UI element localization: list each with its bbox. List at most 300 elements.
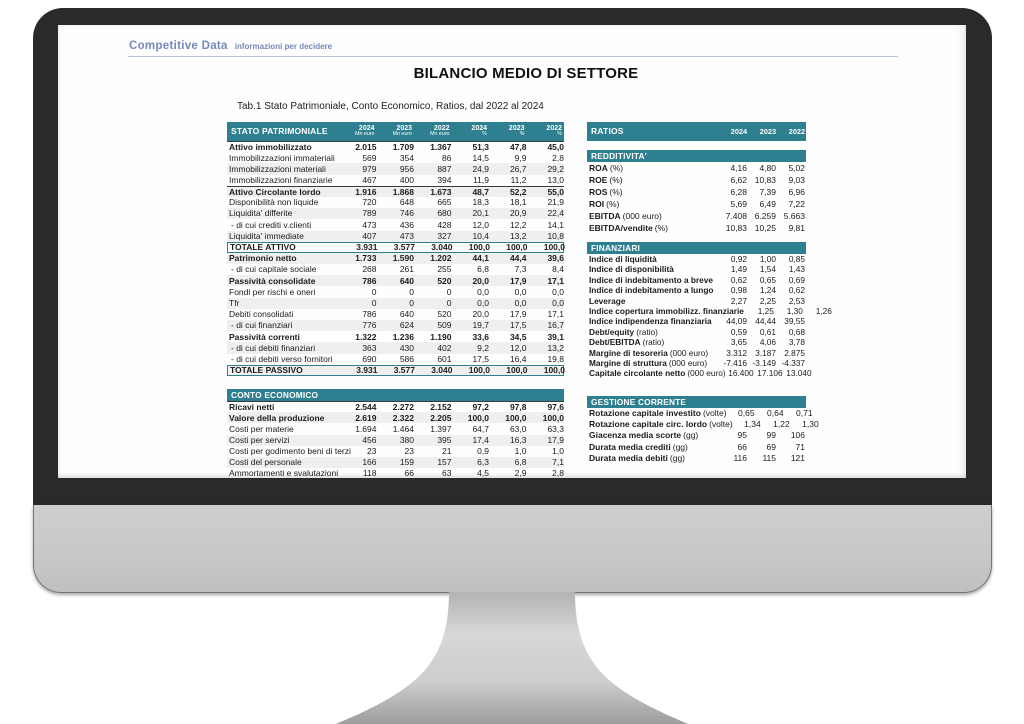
cell-value: 23	[404, 446, 414, 457]
ratio-name: Rotazione capitale investito	[589, 408, 701, 419]
row-label: - di cui finanziari	[231, 320, 293, 331]
cell-value: 95	[737, 430, 747, 441]
cell-value: 1.709	[392, 141, 414, 152]
cell-value: 956	[399, 163, 414, 174]
table-row	[587, 254, 806, 264]
row-label	[587, 188, 719, 197]
brand-name: Competitive Data	[129, 40, 228, 52]
cell-value: 71	[795, 441, 805, 452]
cell-value: 363	[362, 342, 377, 353]
column-year: 2024	[471, 125, 487, 133]
table-row	[227, 342, 564, 353]
cell-value: 17.106	[757, 368, 783, 379]
row-label: Passività correnti	[229, 331, 300, 342]
cell-value: 44,4	[509, 253, 527, 264]
cell-value: 0,71	[796, 408, 813, 419]
row-label: Costi per godimento beni di terzi	[229, 446, 351, 457]
cell-value: 509	[437, 320, 452, 331]
cell-value: 26,7	[509, 163, 527, 174]
table-row	[227, 242, 564, 253]
table-row	[587, 327, 806, 337]
cell-value: 10,25	[754, 222, 776, 233]
cell-value: 157	[437, 457, 452, 468]
cell-value: 1,22	[773, 419, 790, 430]
row-label	[587, 359, 719, 367]
cell-value: 786	[362, 275, 377, 286]
row-label	[587, 409, 727, 418]
ratio-unit: (000 euro)	[687, 368, 726, 379]
cell-value: 1,34	[744, 419, 761, 430]
table-row	[227, 423, 564, 434]
cell-value: 1.367	[430, 141, 452, 152]
row-label: Immobilizzazioni immateriali	[229, 152, 335, 163]
cell-value: 1.868	[392, 186, 414, 197]
cell-value: 6,8	[514, 457, 527, 468]
table-row	[227, 253, 564, 264]
row-label: Ammortamenti e svalutazioni	[229, 468, 339, 478]
section-title: FINANZIARI	[591, 242, 641, 253]
cell-value: 100,0	[468, 242, 490, 253]
cell-value: 0	[371, 297, 377, 308]
cell-value: 13,2	[547, 342, 564, 353]
row-label	[587, 420, 733, 429]
cell-value: 473	[362, 219, 377, 230]
cell-value: 100,0	[543, 365, 565, 376]
cell-value: 97,6	[547, 401, 564, 412]
cell-value: 3,78	[788, 337, 805, 348]
cell-value: 17,9	[547, 434, 564, 445]
cell-value: 5,69	[730, 198, 747, 209]
cell-value: -3.149	[752, 357, 776, 368]
row-label: Costi del personale	[229, 457, 302, 468]
cell-value: 467	[362, 174, 377, 185]
ratio-name: Giacenza media scorte	[589, 430, 682, 441]
cell-value: 23	[367, 446, 377, 457]
cell-value: 21,9	[547, 197, 564, 208]
cell-value: 12,0	[509, 342, 527, 353]
cell-value: 1,0	[514, 446, 527, 457]
cell-value: 1.733	[355, 253, 377, 264]
table-row	[227, 175, 564, 186]
cell-value: 436	[399, 219, 414, 230]
cell-value: 520	[437, 309, 452, 320]
cell-value: 0,69	[788, 274, 805, 285]
table-row	[227, 331, 564, 342]
cell-value: 63	[442, 468, 452, 478]
section-header	[587, 150, 806, 162]
ratio-unit: (volte)	[702, 408, 727, 419]
cell-value: -4.337	[781, 357, 805, 368]
cell-value: 13,0	[547, 174, 564, 185]
cell-value: 1,49	[730, 264, 747, 275]
cell-value: 2.619	[355, 412, 377, 423]
cell-value: 10,8	[547, 230, 564, 241]
ratio-name: EBITDA/vendite	[589, 222, 653, 233]
cell-value: 6,96	[788, 186, 805, 197]
row-label: Costi per servizi	[229, 434, 290, 445]
cell-value: 0	[371, 286, 377, 297]
cell-value: 19,8	[547, 353, 564, 364]
cell-value: 0,0	[477, 297, 489, 308]
table-row	[227, 231, 564, 242]
cell-value: 19,7	[472, 320, 489, 331]
cell-value: 13,2	[509, 230, 527, 241]
cell-value: 97,8	[509, 401, 527, 412]
cell-value: 3.577	[393, 242, 415, 253]
table-row	[587, 222, 806, 234]
ratio-name: Durata media crediti	[589, 441, 671, 452]
cell-value: 17,5	[509, 320, 527, 331]
row-label	[587, 164, 719, 173]
ratio-name: Indice di indebitamento a breve	[589, 274, 714, 285]
cell-value: 0,0	[552, 286, 564, 297]
cell-value: 2,8	[552, 152, 564, 163]
row-label: - di cui crediti v.clienti	[231, 219, 312, 230]
cell-value: 569	[362, 152, 377, 163]
cell-value: 5,02	[788, 162, 805, 173]
column-year: 2023	[508, 125, 525, 133]
cell-value: 1.236	[392, 331, 414, 342]
cell-value: 64,7	[472, 423, 489, 434]
table-body	[227, 141, 564, 376]
stand-neck	[336, 592, 688, 724]
cell-value: 2,25	[759, 295, 776, 306]
cell-value: 100,0	[506, 242, 528, 253]
header-rule	[128, 56, 898, 57]
cell-value: 115	[762, 452, 776, 463]
cell-value: 34,5	[509, 331, 527, 342]
cell-value: 7,39	[759, 186, 776, 197]
cell-value: 0,85	[788, 254, 805, 265]
cell-value: 395	[437, 434, 452, 445]
row-label	[587, 443, 719, 452]
table-row	[227, 152, 564, 163]
cell-value: 6,62	[730, 174, 747, 185]
cell-value: 20,0	[472, 309, 489, 320]
row-label	[587, 286, 719, 294]
cell-value: 2.015	[355, 141, 377, 152]
row-label	[587, 276, 719, 284]
row-label: Costi per materie	[229, 423, 294, 434]
cell-value: 776	[362, 320, 377, 331]
cell-value: 16,7	[547, 320, 564, 331]
cell-value: 100,0	[542, 412, 564, 423]
cell-value: 44,09	[726, 316, 747, 327]
column-unit: %	[557, 131, 562, 138]
cell-value: 680	[437, 208, 452, 219]
row-label	[587, 454, 719, 463]
cell-value: 0	[409, 297, 414, 308]
cell-value: 17,9	[509, 275, 527, 286]
cell-value: 17,1	[547, 275, 564, 286]
ratio-name: Capitale circolante netto	[589, 368, 686, 379]
cell-value: 10,4	[472, 230, 489, 241]
ratio-name: ROE	[589, 174, 608, 185]
cell-value: 13.040	[786, 368, 812, 379]
ratio-name: ROI	[589, 198, 605, 209]
ratio-unit: (000 euro)	[669, 347, 709, 358]
row-label: Immobilizzazioni materiali	[229, 163, 326, 174]
section-header	[587, 242, 806, 254]
cell-value: 3.040	[431, 365, 453, 376]
cell-value: 1,0	[552, 446, 564, 457]
cell-value: 7,1	[552, 457, 564, 468]
cell-value: 1,30	[786, 306, 803, 316]
cell-value: 9,81	[788, 222, 805, 233]
cell-value: 17,5	[472, 353, 489, 364]
cell-value: 0,59	[730, 326, 747, 337]
cell-value: 8,4	[552, 264, 564, 275]
cell-value: 100,0	[468, 365, 490, 376]
table-row	[587, 452, 806, 463]
cell-value: 39,1	[547, 331, 564, 342]
table-title: RATIOS	[591, 126, 624, 137]
row-label: - di cui debiti finanziari	[231, 342, 316, 353]
column-header	[527, 122, 565, 141]
cell-value: 44,1	[472, 253, 489, 264]
ratio-unit: (000 euro)	[622, 210, 662, 221]
row-label: Debiti consolidati	[229, 309, 294, 320]
table-row	[587, 441, 806, 452]
cell-value: 63,0	[509, 423, 527, 434]
cell-value: 7.408	[725, 210, 747, 221]
column-year: 2022	[546, 125, 562, 133]
cell-value: 12,0	[472, 219, 489, 230]
cell-value: 24,9	[472, 163, 489, 174]
row-label: Attivo Circolante lordo	[229, 186, 321, 197]
column-header: 2022	[788, 126, 805, 136]
ratio-unit: (gg)	[683, 430, 699, 441]
column-header	[414, 122, 452, 141]
page-title: BILANCIO MEDIO DI SETTORE	[413, 65, 639, 82]
cell-value: 0,65	[759, 274, 776, 285]
cell-value: 0,0	[552, 297, 564, 308]
cell-value: 407	[362, 230, 377, 241]
cell-value: 166	[362, 457, 377, 468]
row-label	[587, 200, 719, 209]
row-label	[587, 307, 746, 315]
ratio-name: ROA	[589, 162, 608, 173]
ratio-unit: (ratio)	[636, 326, 658, 337]
cell-value: 428	[437, 219, 452, 230]
ratio-name: Durata media debiti	[589, 452, 668, 463]
ratio-unit: (%)	[606, 198, 620, 209]
cell-value: 11,2	[510, 174, 527, 185]
cell-value: 640	[399, 309, 414, 320]
cell-value: 2.544	[355, 401, 377, 412]
row-label: - di cui debiti verso fornitori	[231, 353, 333, 364]
row-label	[587, 431, 719, 440]
ratio-name: ROS	[589, 186, 608, 197]
table-row	[587, 358, 806, 368]
ratio-unit: (%)	[654, 222, 668, 233]
ratio-name: Rotazione capitale circ. lordo	[589, 419, 708, 430]
cell-value: 2.875	[784, 347, 805, 358]
cell-value: 2,9	[514, 468, 527, 478]
table-row	[227, 219, 564, 230]
table-row	[227, 298, 564, 309]
section-title: REDDITIVITA'	[591, 150, 647, 161]
cell-value: 121	[790, 452, 805, 463]
table-row	[587, 408, 813, 419]
ratio-name: Margine di struttura	[589, 357, 667, 368]
cell-value: 0,61	[759, 326, 776, 337]
table-row	[227, 286, 564, 297]
cell-value: 2,8	[552, 468, 564, 478]
cell-value: 789	[362, 208, 377, 219]
cell-value: 0,62	[788, 285, 805, 296]
cell-value: 118	[362, 468, 377, 478]
cell-value: 690	[362, 353, 377, 364]
cell-value: 473	[399, 230, 414, 241]
table-row	[227, 275, 564, 286]
table-row	[227, 197, 564, 208]
cell-value: 159	[399, 457, 414, 468]
cell-value: 1,26	[815, 306, 832, 316]
cell-value: 1,25	[757, 306, 774, 316]
section-title: GESTIONE CORRENTE	[591, 396, 687, 407]
cell-value: 665	[437, 197, 452, 208]
cell-value: 66	[737, 441, 747, 452]
cell-value: 255	[437, 264, 452, 275]
cell-value: 2,27	[730, 295, 747, 306]
cell-value: 6.259	[754, 210, 776, 221]
cell-value: 354	[399, 152, 414, 163]
ratio-unit: (%)	[609, 186, 623, 197]
cell-value: 0,64	[767, 408, 784, 419]
cell-value: 97,2	[472, 401, 489, 412]
row-label	[587, 212, 719, 221]
column-unit: Mn euro	[392, 131, 412, 138]
cell-value: 380	[399, 434, 414, 445]
table-row	[587, 264, 806, 274]
cell-value: 51,3	[472, 141, 489, 152]
table-row	[587, 275, 806, 285]
cell-value: 1,00	[759, 254, 776, 265]
table-title: STATO PATRIMONIALE	[231, 126, 328, 136]
cell-value: 0,62	[730, 274, 747, 285]
column-header	[489, 122, 527, 141]
cell-value: 6,8	[477, 264, 489, 275]
cell-value: 22,4	[547, 208, 564, 219]
cell-value: 10,83	[725, 222, 747, 233]
cell-value: 21	[442, 446, 452, 457]
cell-value: 3.931	[356, 365, 378, 376]
cell-value: 0,68	[788, 326, 805, 337]
section-redditivita	[587, 150, 806, 234]
table-conto-economico	[227, 389, 564, 478]
cell-value: -7.416	[723, 357, 747, 368]
cell-value: 1.916	[355, 186, 377, 197]
table-row	[227, 320, 564, 331]
row-label: Attivo immobilizzato	[229, 141, 312, 152]
cell-value: 11,9	[473, 174, 489, 185]
cell-value: 0	[446, 286, 452, 297]
cell-value: 1,43	[788, 264, 805, 275]
cell-value: 0	[446, 297, 452, 308]
cell-value: 55,0	[547, 186, 564, 197]
section-finanziari	[587, 242, 832, 379]
cell-value: 4,5	[477, 468, 489, 478]
cell-value: 786	[362, 309, 377, 320]
table-row	[227, 446, 564, 457]
table-row	[587, 337, 806, 347]
cell-value: 327	[437, 230, 452, 241]
cell-value: 640	[399, 275, 414, 286]
ratio-unit: (ratio)	[642, 337, 665, 348]
table-row	[227, 186, 564, 197]
cell-value: 16.400	[728, 368, 754, 379]
row-label	[587, 297, 719, 305]
cell-value: 99	[766, 430, 776, 441]
cell-value: 456	[362, 434, 377, 445]
cell-value: 100,0	[543, 242, 565, 253]
column-year: 2022	[433, 125, 450, 133]
table-title: CONTO ECONOMICO	[231, 389, 319, 400]
cell-value: 1.694	[355, 423, 377, 434]
row-label: Tfr	[229, 297, 240, 308]
cell-value: 45,0	[547, 141, 564, 152]
table-row	[587, 174, 806, 186]
cell-value: 12,2	[509, 219, 527, 230]
cell-value: 39,55	[784, 316, 805, 327]
cell-value: 63,3	[547, 423, 564, 434]
row-label: Passività consolidate	[229, 275, 316, 286]
cell-value: 10,83	[754, 174, 776, 185]
column-header	[452, 122, 490, 141]
ratio-name: Indice copertura immobilizz. finanziarie	[589, 306, 744, 316]
cell-value: 7,3	[514, 264, 527, 275]
table-body	[227, 401, 564, 478]
row-label	[587, 255, 719, 263]
table-row	[227, 457, 564, 468]
cell-value: 17,4	[472, 434, 489, 445]
cell-value: 14,1	[547, 219, 564, 230]
cell-value: 0,9	[477, 446, 489, 457]
cell-value: 520	[437, 275, 452, 286]
cell-value: 0,0	[514, 297, 527, 308]
cell-value: 17,9	[509, 309, 527, 320]
ratio-name: EBITDA	[589, 210, 621, 221]
table-row	[587, 210, 806, 222]
cell-value: 1.464	[392, 423, 414, 434]
cell-value: 9,9	[514, 152, 527, 163]
table-row	[587, 198, 806, 210]
row-label	[587, 265, 719, 273]
table-row	[227, 468, 564, 478]
cell-value: 3.931	[356, 242, 378, 253]
cell-value: 6,49	[759, 198, 776, 209]
column-unit: Mn euro	[430, 131, 450, 138]
table-row	[227, 141, 564, 152]
row-label	[587, 338, 719, 346]
ratio-name: Margine di tesoreria	[589, 347, 668, 358]
row-label	[587, 176, 719, 185]
column-unit: Mn euro	[355, 131, 375, 138]
screen	[58, 25, 966, 478]
monitor-body	[33, 505, 992, 593]
cell-value: 18,3	[472, 197, 489, 208]
row-label: Liquidita' immediate	[229, 230, 304, 241]
cell-value: 4,16	[730, 162, 747, 173]
table-header-ratios	[587, 122, 806, 141]
row-label: Patrimonio netto	[229, 253, 297, 264]
row-label: Ricavi netti	[229, 401, 275, 412]
row-label: - di cui capitale sociale	[231, 264, 317, 275]
ratio-unit: (%)	[609, 162, 624, 173]
column-unit: %	[519, 131, 525, 138]
row-label: Disponibilità non liquide	[229, 197, 319, 208]
